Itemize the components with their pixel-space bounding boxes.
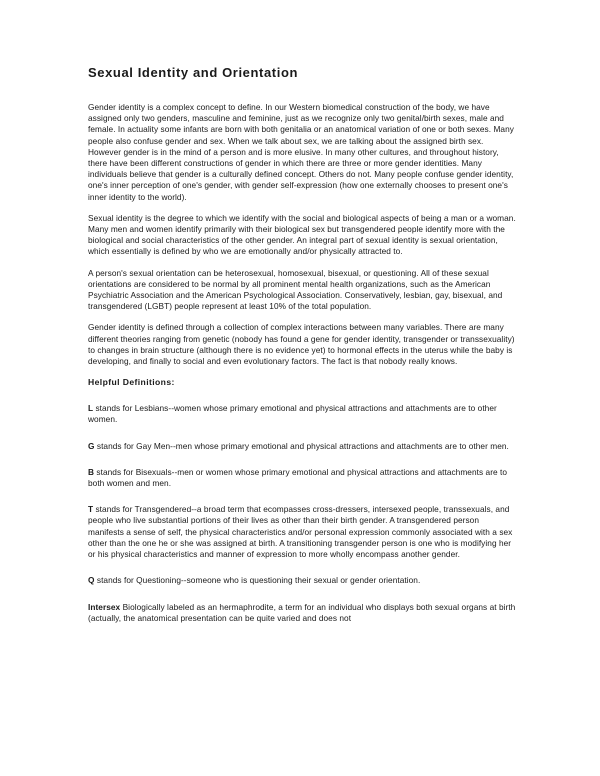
definition-l [88,403,516,425]
definition-b [88,467,516,489]
document-page [88,64,516,639]
definition-term: T [88,504,94,515]
definition-text: stands for Questioning--someone who is questioning their sexual or gender orientation. [94,575,421,586]
definition-term: L [88,403,94,414]
definitions-heading: Helpful Definitions: [88,377,175,388]
definition-text: stands for Bisexuals--men or women whose primary emotional and physical attractions and attachments are to both women and men. [88,466,508,489]
paragraph-gender-identity: Gender identity is a complex concept to define. In our Western biomedical construction of the body, we have assigned only two genders, masculine and feminine, just as we recognize only two genital/birth sexes, male and female. In actuality some infants are born with both genitalia or an anatomical variation of one or both sexes. Many people also confuse gender and sex. When we talk about sex, we are talking about the assigned birth sex. However gender is in the mind of a person and is more elusive. In many other cultures, and throughout history, there have been different constructions of gender in which there are three or more gender identities. Many individuals believe that gender is a culturally defined concept. Others do not. Many people confuse gender identity, one's inner perception of one's gender, with gender self-expression (how one externally chooses to present one's inner identity to the world). [88,102,514,202]
definition-text: Biologically labeled as an hermaphrodite, a term for an individual who displays both sexual organs at birth (actually, the anatomical presentation can be quite varied and does not [88,601,516,623]
paragraph-theories: Gender identity is defined through a collection of complex interactions between many variables. There are many different theories ranging from genetic (nobody has found a gene for gender identity, transgender or transsexuality) to changes in brain structure (although there is no evidence yet) to hormonal effects in the uterus while the baby is developing, and finally to social and even evolutionary factors. The fact is that nobody really knows. [88,322,515,367]
definition-term: Intersex [88,601,121,612]
definition-term: Q [88,575,95,586]
definition-intersex [88,602,516,624]
paragraph-sexual-identity: Sexual identity is the degree to which we identify with the social and biological aspects of being a man or a woman. Many men and women identify primarily with their biological sex but transgendered people identify more with the biological and social characteristics of the other gender. An integral part of sexual identity is sexual orientation, which essentially is defined by who we are emotionally and/or physically attracted to. [88,212,516,257]
definition-text: stands for Gay Men--men whose primary emotional and physical attractions and attachments are to other men. [94,440,509,451]
definition-text: stands for Transgendered--a broad term that ecompasses cross-dressers, intersexed people, transsexuals, and people who live substantial portions of their lives as other than their birth gender. A transgendered person manifests a sense of self, the physical characteristics and/or personal expression commonly associated with a sex other than the one he or she was assigned at birth. A transitioning transgender person is one who is modifying her or his physical characteristics and manner of expression to more wholly encompass another gender. [88,504,513,560]
definition-term: B [88,466,95,477]
definition-text: stands for Lesbians--women whose primary emotional and physical attractions and attachments are to other women. [88,403,497,425]
definition-t [88,504,516,560]
page-title: Sexual Identity and Orientation [88,65,299,80]
paragraph-sexual-orientation: A person's sexual orientation can be heterosexual, homosexual, bisexual, or questioning. All of these sexual orientations are considered to be normal by all prominent mental health organizations, such as the American Psychiatric Association and the American Psychological Association. Conservatively, lesbian, gay, bisexual, and transgendered (LGBT) people represent at least 10% of the total population. [88,267,503,312]
definition-g [88,441,516,452]
definition-term: G [88,440,95,451]
definition-q [88,575,516,586]
